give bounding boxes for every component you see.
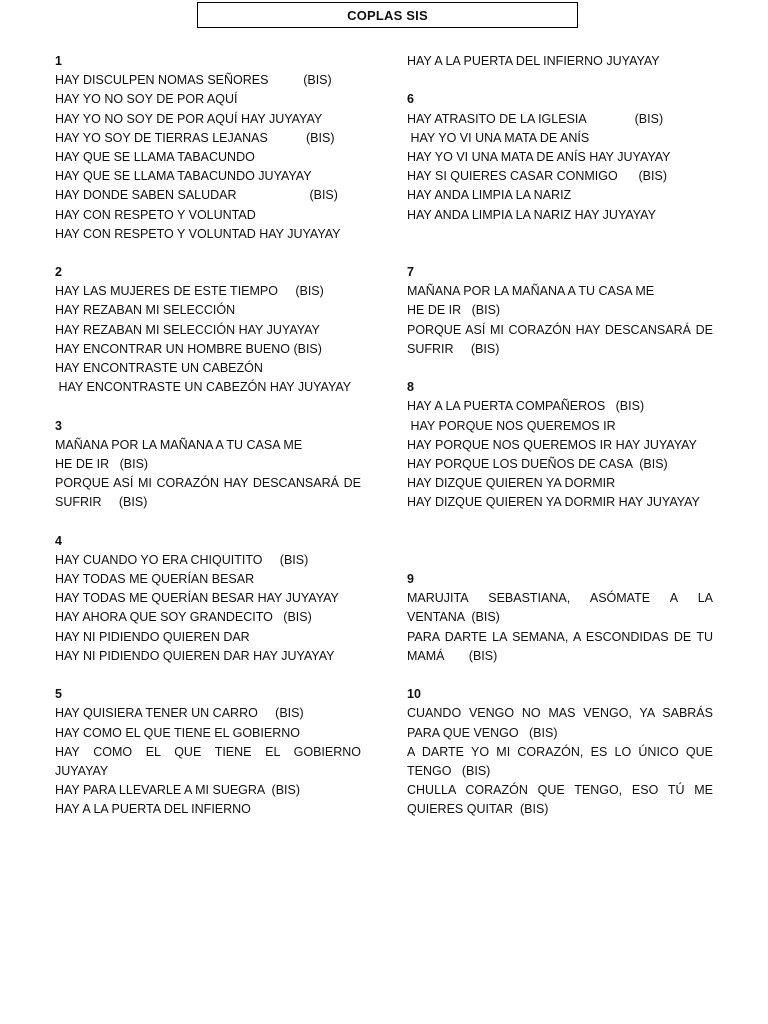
verse-line: HAY SI QUIERES CASAR CONMIGO (BIS) bbox=[407, 169, 667, 184]
verse-line: CHULLA CORAZÓN QUE TENGO, ESO TÚ ME bbox=[407, 783, 713, 798]
stanza-number: 10 bbox=[407, 687, 421, 702]
stanza-8 bbox=[407, 378, 713, 512]
verse-line: HAY COMO EL QUE TIENE EL GOBIERNO bbox=[55, 744, 361, 759]
verse-line: A DARTE YO MI CORAZÓN, ES LO ÚNICO QUE bbox=[407, 744, 713, 759]
verse-line: JUYAYAY bbox=[55, 763, 109, 778]
stanza-6 bbox=[407, 90, 713, 224]
stanza-number: 7 bbox=[407, 265, 414, 280]
right-column bbox=[407, 52, 713, 820]
verse-line: HAY NI PIDIENDO QUIEREN DAR HAY JUYAYAY bbox=[55, 648, 335, 663]
stanza-1 bbox=[55, 52, 361, 244]
verse-line: HAY QUE SE LLAMA TABACUNDO bbox=[55, 149, 255, 164]
verse-line: PARA QUE VENGO (BIS) bbox=[407, 725, 558, 740]
left-column bbox=[55, 52, 361, 820]
verse-line: HAY CUANDO YO ERA CHIQUITITO (BIS) bbox=[55, 552, 309, 567]
verse-line: VENTANA (BIS) bbox=[407, 610, 500, 625]
verse-line-continued: HAY A LA PUERTA DEL INFIERNO JUYAYAY bbox=[407, 54, 660, 68]
verse-line: HAY PORQUE NOS QUEREMOS IR bbox=[407, 418, 616, 433]
verse-line: HAY ENCONTRASTE UN CABEZÓN HAY JUYAYAY bbox=[55, 380, 352, 395]
verse-line: HAY YO NO SOY DE POR AQUÍ bbox=[55, 92, 238, 107]
verse-line: HAY REZABAN MI SELECCIÓN HAY JUYAYAY bbox=[55, 322, 320, 337]
verse-line: HAY A LA PUERTA COMPAÑEROS (BIS) bbox=[407, 399, 645, 414]
verse-line: HAY PORQUE NOS QUEREMOS IR HAY JUYAYAY bbox=[407, 437, 697, 452]
stanza-9 bbox=[407, 570, 713, 666]
verse-line: HAY PORQUE LOS DUEÑOS DE CASA (BIS) bbox=[407, 456, 668, 471]
verse-line: HAY REZABAN MI SELECCIÓN bbox=[55, 303, 236, 318]
stanza-number: 8 bbox=[407, 380, 414, 395]
stanza-5 bbox=[55, 685, 361, 819]
verse-line: HAY ENCONTRAR UN HOMBRE BUENO (BIS) bbox=[55, 341, 322, 356]
verse-line: TENGO (BIS) bbox=[407, 763, 491, 778]
verse-line: MAMÁ (BIS) bbox=[407, 648, 498, 663]
verse-line: HAY TODAS ME QUERÍAN BESAR HAY JUYAYAY bbox=[55, 591, 339, 606]
verse-line: HAY PARA LLEVARLE A MI SUEGRA (BIS) bbox=[55, 783, 301, 798]
verse-line: CUANDO VENGO NO MAS VENGO, YA SABRÁS bbox=[407, 706, 713, 721]
verse-line: PORQUE ASÍ MI CORAZÓN HAY DESCANSARÁ DE bbox=[407, 322, 713, 337]
verse-line: HAY DIZQUE QUIEREN YA DORMIR bbox=[407, 476, 616, 491]
verse-line: HAY YO NO SOY DE POR AQUÍ HAY JUYAYAY bbox=[55, 111, 323, 126]
verse-line: HAY DIZQUE QUIEREN YA DORMIR HAY JUYAYAY bbox=[407, 495, 700, 510]
verse-line: SUFRIR (BIS) bbox=[407, 341, 500, 356]
verse-line: HE DE IR (BIS) bbox=[407, 303, 501, 318]
verse-line: HE DE IR (BIS) bbox=[55, 456, 149, 471]
verse-line: HAY CON RESPETO Y VOLUNTAD HAY JUYAYAY bbox=[55, 226, 341, 241]
verse-line: HAY A LA PUERTA DEL INFIERNO bbox=[55, 802, 251, 817]
stanza-10 bbox=[407, 685, 713, 819]
stanza-7 bbox=[407, 263, 713, 359]
verse-line: HAY YO VI UNA MATA DE ANÍS bbox=[407, 130, 590, 145]
verse-line: HAY QUE SE LLAMA TABACUNDO JUYAYAY bbox=[55, 169, 312, 184]
verse-line: MARUJITA SEBASTIANA, ASÓMATE A LA bbox=[407, 591, 713, 606]
verse-line: MAÑANA POR LA MAÑANA A TU CASA ME bbox=[407, 284, 655, 299]
stanza-number: 9 bbox=[407, 572, 414, 587]
verse-line: HAY ENCONTRASTE UN CABEZÓN bbox=[55, 361, 263, 375]
verse-line: MAÑANA POR LA MAÑANA A TU CASA ME bbox=[55, 437, 303, 452]
verse-line: HAY ANDA LIMPIA LA NARIZ HAY JUYAYAY bbox=[407, 207, 656, 222]
verse-line: HAY AHORA QUE SOY GRANDECITO (BIS) bbox=[55, 610, 312, 625]
stanza-number: 4 bbox=[55, 533, 62, 548]
verse-line: PORQUE ASÍ MI CORAZÓN HAY DESCANSARÁ DE bbox=[55, 476, 361, 491]
stanza-number: 2 bbox=[55, 265, 62, 280]
verse-line: HAY TODAS ME QUERÍAN BESAR bbox=[55, 572, 255, 587]
stanza-4 bbox=[55, 532, 361, 666]
verse-line: HAY COMO EL QUE TIENE EL GOBIERNO bbox=[55, 725, 300, 740]
document-title: COPLAS SIS bbox=[197, 2, 578, 28]
verse-line: PARA DARTE LA SEMANA, A ESCONDIDAS DE TU bbox=[407, 629, 713, 644]
stanza-number: 5 bbox=[55, 687, 62, 702]
stanza-number: 3 bbox=[55, 418, 62, 433]
verse-line: HAY YO VI UNA MATA DE ANÍS HAY JUYAYAY bbox=[407, 149, 671, 164]
verse-line: HAY CON RESPETO Y VOLUNTAD bbox=[55, 207, 256, 222]
verse-line: HAY DISCULPEN NOMAS SEÑORES (BIS) bbox=[55, 73, 332, 88]
verse-line: HAY ANDA LIMPIA LA NARIZ bbox=[407, 188, 572, 203]
verse-line: HAY QUISIERA TENER UN CARRO (BIS) bbox=[55, 706, 304, 721]
verse-line: SUFRIR (BIS) bbox=[55, 495, 148, 510]
verse-line: HAY YO SOY DE TIERRAS LEJANAS (BIS) bbox=[55, 130, 335, 145]
stanza-number: 1 bbox=[55, 54, 62, 68]
stanza-2 bbox=[55, 263, 361, 397]
stanza-number: 6 bbox=[407, 92, 414, 107]
verse-line: HAY NI PIDIENDO QUIEREN DAR bbox=[55, 629, 250, 644]
verse-line: HAY DONDE SABEN SALUDAR (BIS) bbox=[55, 188, 338, 203]
verse-line: QUIERES QUITAR (BIS) bbox=[407, 802, 549, 817]
verse-line: HAY ATRASITO DE LA IGLESIA (BIS) bbox=[407, 111, 664, 126]
stanza-3 bbox=[55, 417, 361, 513]
verse-line: HAY LAS MUJERES DE ESTE TIEMPO (BIS) bbox=[55, 284, 324, 299]
